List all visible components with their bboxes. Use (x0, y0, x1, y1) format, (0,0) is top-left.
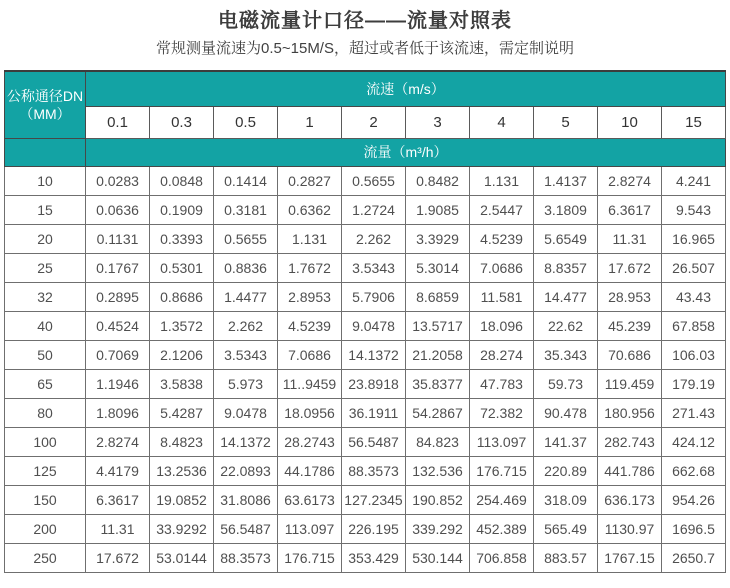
flow-value-cell: 2650.7 (662, 543, 726, 572)
flow-value-cell: 17.672 (86, 543, 150, 572)
header-row-flow-group (5, 138, 726, 166)
flow-value-cell: 4.4179 (86, 456, 150, 485)
dn-cell: 32 (5, 282, 86, 311)
velocity-header-cell: 1 (278, 106, 342, 138)
flow-value-cell: 1.131 (278, 224, 342, 253)
flow-value-cell: 1.4137 (534, 166, 598, 195)
flow-value-cell: 3.5838 (150, 369, 214, 398)
flow-value-cell: 106.03 (662, 340, 726, 369)
flow-value-cell: 180.956 (598, 398, 662, 427)
velocity-values-row (5, 106, 726, 138)
flow-value-cell: 4.5239 (278, 311, 342, 340)
flow-value-cell: 0.3181 (214, 195, 278, 224)
flow-value-cell: 88.3573 (214, 543, 278, 572)
flow-value-cell: 5.4287 (150, 398, 214, 427)
flow-value-cell: 271.43 (662, 398, 726, 427)
header-row-velocity-group (5, 71, 726, 106)
flow-value-cell: 18.096 (470, 311, 534, 340)
flow-value-cell: 113.097 (278, 514, 342, 543)
flow-value-cell: 16.965 (662, 224, 726, 253)
flow-value-cell: 3.5343 (214, 340, 278, 369)
flow-value-cell: 0.8482 (406, 166, 470, 195)
flow-value-cell: 11.581 (470, 282, 534, 311)
dn-cell: 100 (5, 427, 86, 456)
flow-value-cell: 254.469 (470, 485, 534, 514)
flow-value-cell: 9.0478 (342, 311, 406, 340)
flow-value-cell: 7.0686 (278, 340, 342, 369)
dn-cell: 250 (5, 543, 86, 572)
flow-value-cell: 179.19 (662, 369, 726, 398)
flow-value-cell: 13.5717 (406, 311, 470, 340)
table-row (5, 427, 726, 456)
flow-value-cell: 1.2724 (342, 195, 406, 224)
flow-value-cell: 1.9085 (406, 195, 470, 224)
flow-value-cell: 339.292 (406, 514, 470, 543)
flow-value-cell: 5.973 (214, 369, 278, 398)
velocity-header-cell: 0.3 (150, 106, 214, 138)
flow-value-cell: 0.2895 (86, 282, 150, 311)
dn-cell: 125 (5, 456, 86, 485)
velocity-header-cell: 2 (342, 106, 406, 138)
flow-value-cell: 7.0686 (470, 253, 534, 282)
flow-value-cell: 88.3573 (342, 456, 406, 485)
flow-value-cell: 21.2058 (406, 340, 470, 369)
velocity-header-cell: 15 (662, 106, 726, 138)
flow-value-cell: 2.8274 (86, 427, 150, 456)
corner-header-dn-mm (5, 71, 86, 138)
flow-value-cell: 0.6362 (278, 195, 342, 224)
table-row (5, 195, 726, 224)
flow-value-cell: 47.783 (470, 369, 534, 398)
flow-value-cell: 0.1767 (86, 253, 150, 282)
dn-cell: 150 (5, 485, 86, 514)
flow-value-cell: 0.0283 (86, 166, 150, 195)
flow-value-cell: 8.4823 (150, 427, 214, 456)
table-row (5, 311, 726, 340)
flow-value-cell: 0.2827 (278, 166, 342, 195)
flow-value-cell: 530.144 (406, 543, 470, 572)
flow-value-cell: 54.2867 (406, 398, 470, 427)
flow-value-cell: 1.4477 (214, 282, 278, 311)
flow-value-cell: 318.09 (534, 485, 598, 514)
flow-value-cell: 90.478 (534, 398, 598, 427)
flow-value-cell: 220.89 (534, 456, 598, 485)
flow-value-cell: 1.131 (470, 166, 534, 195)
flow-value-cell: 565.49 (534, 514, 598, 543)
flow-value-cell: 2.262 (342, 224, 406, 253)
page-subtitle: 常规测量流速为0.5~15M/S，超过或者低于该流速，需定制说明 (156, 40, 574, 57)
flow-value-cell: 883.57 (534, 543, 598, 572)
flow-value-cell: 56.5487 (342, 427, 406, 456)
flow-value-cell: 662.68 (662, 456, 726, 485)
flow-value-cell: 127.2345 (342, 485, 406, 514)
dn-cell: 20 (5, 224, 86, 253)
dn-cell: 200 (5, 514, 86, 543)
flow-value-cell: 43.43 (662, 282, 726, 311)
table-row (5, 398, 726, 427)
flow-value-cell: 0.5655 (342, 166, 406, 195)
flow-value-cell: 9.0478 (214, 398, 278, 427)
flow-value-cell: 2.262 (214, 311, 278, 340)
flow-value-cell: 26.507 (662, 253, 726, 282)
flow-value-cell: 63.6173 (278, 485, 342, 514)
dn-cell: 65 (5, 369, 86, 398)
corner-header-line2: （MM） (19, 105, 71, 122)
flow-value-cell: 11..9459 (278, 369, 342, 398)
flow-value-cell: 0.8686 (150, 282, 214, 311)
flow-value-cell: 14.1372 (342, 340, 406, 369)
dn-cell: 40 (5, 311, 86, 340)
table-row (5, 543, 726, 572)
flow-value-cell: 36.1911 (342, 398, 406, 427)
flow-value-cell: 14.1372 (214, 427, 278, 456)
flow-value-cell: 31.8086 (214, 485, 278, 514)
flow-value-cell: 1696.5 (662, 514, 726, 543)
flow-value-cell: 2.1206 (150, 340, 214, 369)
flow-value-cell: 2.5447 (470, 195, 534, 224)
flow-value-cell: 5.6549 (534, 224, 598, 253)
flow-value-cell: 4.5239 (470, 224, 534, 253)
flow-value-cell: 56.5487 (214, 514, 278, 543)
flow-value-cell: 3.3929 (406, 224, 470, 253)
dn-cell: 80 (5, 398, 86, 427)
flow-value-cell: 8.6859 (406, 282, 470, 311)
flow-value-cell: 226.195 (342, 514, 406, 543)
flow-value-cell: 2.8953 (278, 282, 342, 311)
flow-value-cell: 5.7906 (342, 282, 406, 311)
flow-value-cell: 8.8357 (534, 253, 598, 282)
dn-cell: 15 (5, 195, 86, 224)
page-title: 电磁流量计口径——流量对照表 (218, 10, 512, 32)
flow-value-cell: 3.1809 (534, 195, 598, 224)
flow-value-cell: 53.0144 (150, 543, 214, 572)
table-row (5, 224, 726, 253)
flow-value-cell: 6.3617 (86, 485, 150, 514)
flow-value-cell: 452.389 (470, 514, 534, 543)
flow-value-cell: 17.672 (598, 253, 662, 282)
flow-value-cell: 0.1414 (214, 166, 278, 195)
velocity-header-cell: 5 (534, 106, 598, 138)
flow-value-cell: 0.4524 (86, 311, 150, 340)
flow-comparison-table (4, 70, 726, 573)
flow-value-cell: 35.8377 (406, 369, 470, 398)
flow-value-cell: 28.274 (470, 340, 534, 369)
flow-value-cell: 0.5301 (150, 253, 214, 282)
flow-value-cell: 11.31 (86, 514, 150, 543)
dn-cell: 50 (5, 340, 86, 369)
flow-value-cell: 72.382 (470, 398, 534, 427)
flow-table-body (5, 166, 726, 572)
table-row (5, 514, 726, 543)
table-row (5, 282, 726, 311)
flow-value-cell: 0.1909 (150, 195, 214, 224)
flow-value-cell: 132.536 (406, 456, 470, 485)
table-row (5, 253, 726, 282)
flow-value-cell: 44.1786 (278, 456, 342, 485)
flow-value-cell: 84.823 (406, 427, 470, 456)
flow-value-cell: 45.239 (598, 311, 662, 340)
flow-value-cell: 18.0956 (278, 398, 342, 427)
corner-header-line1: 公称通径DN (6, 87, 84, 104)
flow-value-cell: 14.477 (534, 282, 598, 311)
flow-value-cell: 141.37 (534, 427, 598, 456)
flow-value-cell: 13.2536 (150, 456, 214, 485)
table-row (5, 456, 726, 485)
velocity-header-cell: 10 (598, 106, 662, 138)
flow-value-cell: 33.9292 (150, 514, 214, 543)
flow-value-cell: 6.3617 (598, 195, 662, 224)
flow-value-cell: 4.241 (662, 166, 726, 195)
dn-cell: 10 (5, 166, 86, 195)
flow-value-cell: 706.858 (470, 543, 534, 572)
table-row (5, 166, 726, 195)
flow-value-cell: 5.3014 (406, 253, 470, 282)
flow-value-cell: 1.1946 (86, 369, 150, 398)
flow-value-cell: 35.343 (534, 340, 598, 369)
flow-value-cell: 1767.15 (598, 543, 662, 572)
flow-group-header: 流量（m³/h） (86, 138, 726, 166)
flow-value-cell: 0.0848 (150, 166, 214, 195)
flow-value-cell: 119.459 (598, 369, 662, 398)
flow-value-cell: 0.1131 (86, 224, 150, 253)
flow-value-cell: 59.73 (534, 369, 598, 398)
flow-value-cell: 954.26 (662, 485, 726, 514)
velocity-group-header: 流速（m/s） (86, 71, 726, 106)
flow-value-cell: 1.8096 (86, 398, 150, 427)
table-row (5, 485, 726, 514)
flow-value-cell: 1.7672 (278, 253, 342, 282)
flow-value-cell: 28.2743 (278, 427, 342, 456)
flow-value-cell: 0.3393 (150, 224, 214, 253)
flow-value-cell: 0.8836 (214, 253, 278, 282)
flow-value-cell: 1130.97 (598, 514, 662, 543)
flow-value-cell: 190.852 (406, 485, 470, 514)
flow-value-cell: 11.31 (598, 224, 662, 253)
flow-value-cell: 424.12 (662, 427, 726, 456)
flow-value-cell: 176.715 (278, 543, 342, 572)
flow-value-cell: 70.686 (598, 340, 662, 369)
flow-value-cell: 22.0893 (214, 456, 278, 485)
flow-value-cell: 3.5343 (342, 253, 406, 282)
flow-value-cell: 9.543 (662, 195, 726, 224)
flow-value-cell: 441.786 (598, 456, 662, 485)
flow-value-cell: 22.62 (534, 311, 598, 340)
flow-value-cell: 2.8274 (598, 166, 662, 195)
velocity-header-cell: 0.5 (214, 106, 278, 138)
flow-value-cell: 0.0636 (86, 195, 150, 224)
table-row (5, 340, 726, 369)
flow-value-cell: 113.097 (470, 427, 534, 456)
flow-value-cell: 23.8918 (342, 369, 406, 398)
flow-value-cell: 28.953 (598, 282, 662, 311)
flow-value-cell: 282.743 (598, 427, 662, 456)
flow-value-cell: 636.173 (598, 485, 662, 514)
flow-value-cell: 0.7069 (86, 340, 150, 369)
velocity-header-cell: 0.1 (86, 106, 150, 138)
flow-value-cell: 176.715 (470, 456, 534, 485)
flow-value-cell: 353.429 (342, 543, 406, 572)
flow-value-cell: 67.858 (662, 311, 726, 340)
flow-value-cell: 1.3572 (150, 311, 214, 340)
dn-cell: 25 (5, 253, 86, 282)
velocity-header-cell: 4 (470, 106, 534, 138)
table-row (5, 369, 726, 398)
flow-value-cell: 0.5655 (214, 224, 278, 253)
flow-value-cell: 19.0852 (150, 485, 214, 514)
velocity-header-cell: 3 (406, 106, 470, 138)
flow-group-corner-cell (5, 138, 86, 166)
